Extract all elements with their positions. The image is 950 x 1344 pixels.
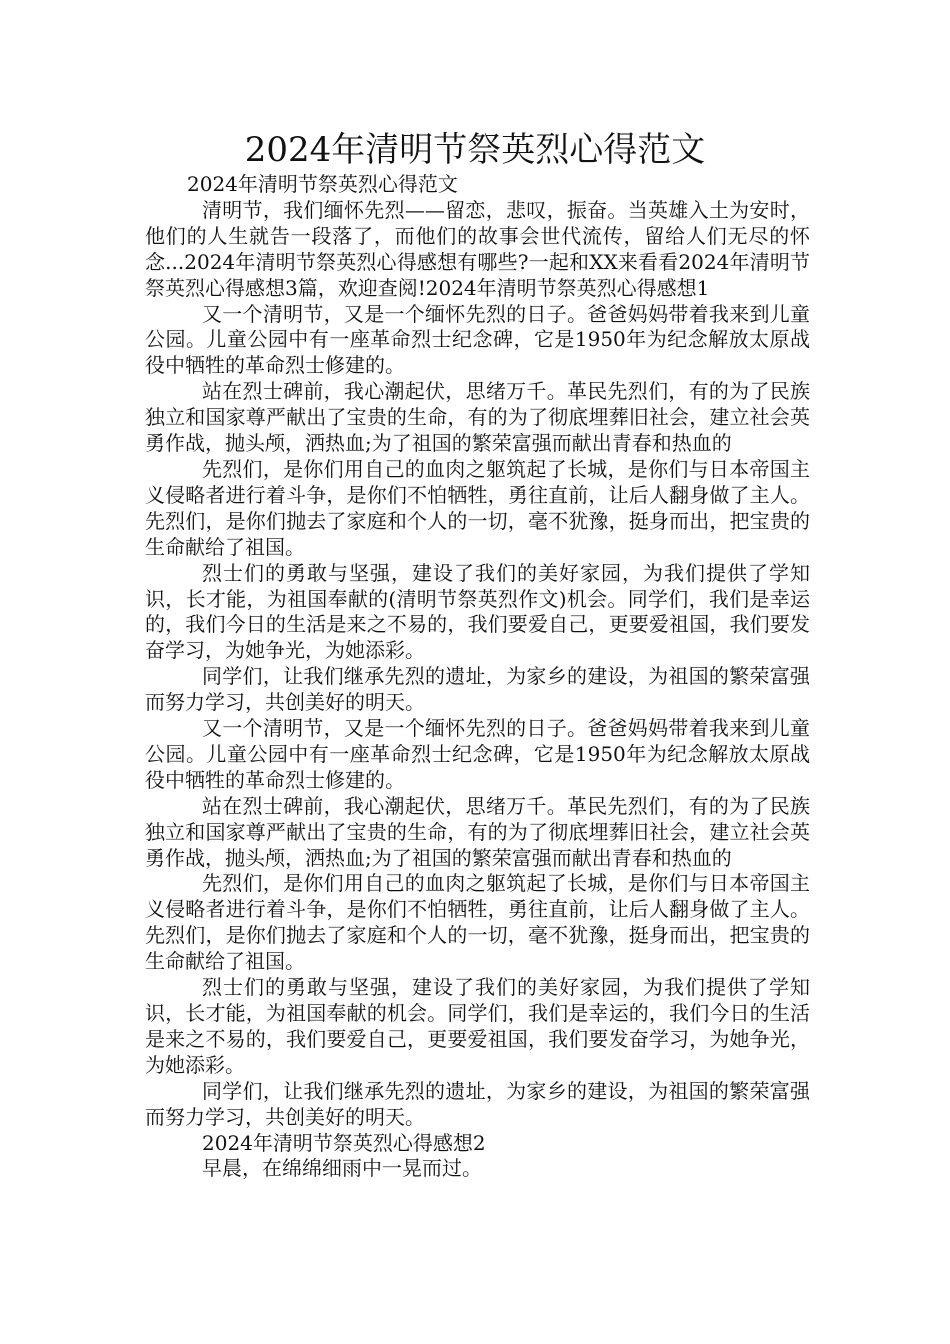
body-paragraph: 早晨，在绵绵细雨中一晃而过。 xyxy=(202,1156,482,1181)
body-paragraph: 站在烈士碑前，我心潮起伏，思绪万千。革民先烈们，有的为了民族独立和国家尊严献出了宝贵的生命，有的为了彻底埋葬旧社会，建立社会英勇作战，抛头颅，洒热血;为了祖国的繁荣富强而献出青春和热血的 xyxy=(145,793,810,870)
body-paragraph: 烈士们的勇敢与坚强，建设了我们的美好家园，为我们提供了学知识，长才能，为祖国奉献的(清明节祭英烈作文)机会。同学们，我们是幸运的，我们今日的生活是来之不易的，我们要爱自己，更要爱祖国，我们要发奋学习，为她争光，为她添彩。 xyxy=(145,560,810,663)
section-heading: 2024年清明节祭英烈心得感想2 xyxy=(202,1130,486,1155)
body-paragraph: 站在烈士碑前，我心潮起伏，思绪万千。革民先烈们，有的为了民族独立和国家尊严献出了宝贵的生命，有的为了彻底埋葬旧社会，建立社会英勇作战，抛头颅，洒热血;为了祖国的繁荣富强而献出青春和热血的 xyxy=(145,379,810,456)
body-paragraph: 又一个清明节，又是一个缅怀先烈的日子。爸爸妈妈带着我来到儿童公园。儿童公园中有一座革命烈士纪念碑，它是1950年为纪念解放太原战役中牺牲的革命烈士修建的。 xyxy=(145,716,810,792)
body-paragraph: 烈士们的勇敢与坚强，建设了我们的美好家园，为我们提供了学知识，长才能，为祖国奉献的机会。同学们，我们是幸运的，我们今日的生活是来之不易的，我们要爱自己，更要爱祖国，我们要发奋学习，为她争光，为她添彩。 xyxy=(145,975,810,1077)
subtitle-paragraph: 2024年清明节祭英烈心得范文 xyxy=(187,172,458,196)
body-paragraph: 同学们，让我们继承先烈的遗址，为家乡的建设，为祖国的繁荣富强而努力学习，共创美好的明天。 xyxy=(145,1078,810,1129)
body-paragraph: 又一个清明节，又是一个缅怀先烈的日子。爸爸妈妈带着我来到儿童公园。儿童公园中有一座革命烈士纪念碑，它是1950年为纪念解放太原战役中牺牲的革命烈士修建的。 xyxy=(145,301,810,378)
document-body xyxy=(145,172,810,1182)
intro-paragraph: 清明节，我们缅怀先烈——留恋，悲叹，振奋。当英雄入土为安时，他们的人生就告一段落了，而他们的故事会世代流传，留给人们无尽的怀念...2024年清明节祭英烈心得感想有哪些?一起和XX来看看2024年清明节祭英烈心得感想3篇，欢迎查阅!2024年清明节祭英烈心得感想1 xyxy=(145,197,810,300)
body-paragraph: 先烈们，是你们用自己的血肉之躯筑起了长城，是你们与日本帝国主义侵略者进行着斗争，是你们不怕牺牲，勇往直前，让后人翻身做了主人。先烈们，是你们抛去了家庭和个人的一切，毫不犹豫，挺身而出，把宝贵的生命献给了祖国。 xyxy=(145,456,810,559)
document-title: 2024年清明节祭英烈心得范文 xyxy=(244,130,706,170)
body-paragraph: 先烈们，是你们用自己的血肉之躯筑起了长城，是你们与日本帝国主义侵略者进行着斗争，是你们不怕牺牲，勇往直前，让后人翻身做了主人。先烈们，是你们抛去了家庭和个人的一切，毫不犹豫，挺身而出，把宝贵的生命献给了祖国。 xyxy=(145,871,810,974)
body-paragraph: 同学们，让我们继承先烈的遗址，为家乡的建设，为祖国的繁荣富强而努力学习，共创美好的明天。 xyxy=(145,664,810,715)
